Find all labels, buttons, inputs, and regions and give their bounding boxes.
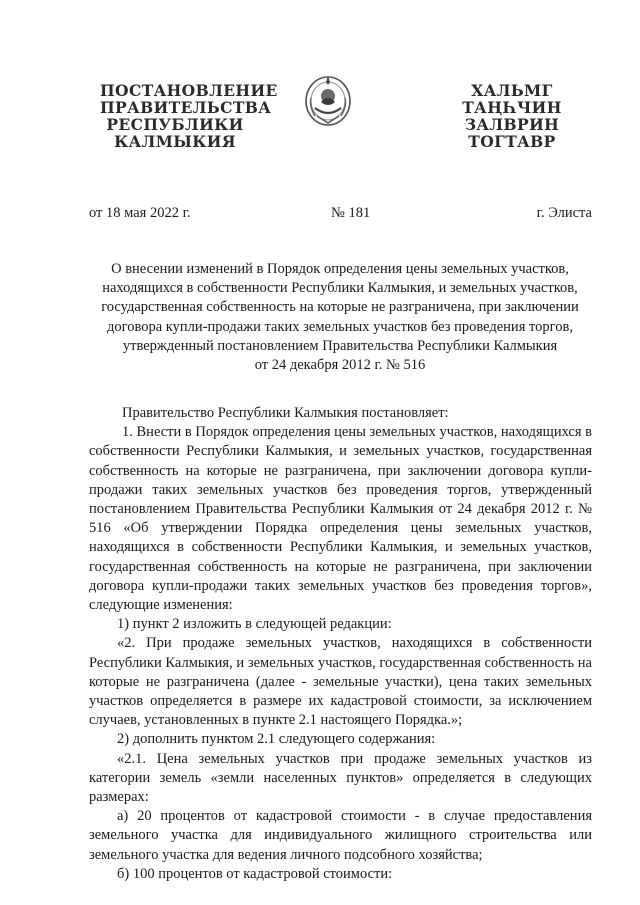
title-line-5: утвержденный постановлением Правительства Республики Калмыкия xyxy=(122,337,558,354)
header-left-line-1: ПОСТАНОВЛЕНИЕ xyxy=(100,81,278,100)
title-line-1: О внесении изменений в Порядок определения цены земельных участков, xyxy=(111,261,569,277)
title-line-3: государственная собственность на которые не разграничена, при заключении xyxy=(101,299,579,316)
header-right-line-3: ЗАЛВРИН xyxy=(464,115,560,134)
document-date: от 18 мая 2022 г. xyxy=(89,205,191,221)
title-line-2: находящихся в собственности Республики Калмыкия, и земельных участков, xyxy=(102,280,578,297)
header-left-line-3: РЕСПУБЛИКИ xyxy=(106,115,244,134)
title-line-6: от 24 декабря 2012 г. № 516 xyxy=(254,357,426,374)
header-left-line-2: ПРАВИТЕЛЬСТВА xyxy=(100,98,272,117)
paragraph-item-1: 1. Внести в Порядок определения цены земельных участков, находящихся в собственности Республики Калмыкия, и земельных участков, государственная собственность на которые не разграничена, при заключении договора купли-продажи таких земельных участков без проведения торгов, утвержденный постановлением Правительства Республики Калмыкия от 24 декабря 2012 г. № 516 «Об утверждении Порядка определения цены земельных участков, находящихся в собственности Республики Калмыкия, и земельных участков, государственная собственность на которые не разграничена, при заключении договора купли-продажи таких земельных участков без проведения торгов», следующие изменения: xyxy=(89,424,592,614)
document-city: г. Элиста xyxy=(536,205,592,221)
header-left-line-4: КАЛМЫКИЯ xyxy=(114,132,236,151)
header-right-line-1: ХАЛЬМГ xyxy=(471,81,553,100)
title-line-4: договора купли-продажи таких земельных участков без проведения торгов, xyxy=(107,318,573,335)
header-right-line-4: ТОГТАВР xyxy=(468,132,556,151)
paragraph-resolution: Правительство Республики Калмыкия постановляет: xyxy=(122,405,449,421)
coat-of-arms-emblem-icon xyxy=(303,72,353,128)
paragraph-subitem-1: 1) пункт 2 изложить в следующей редакции: xyxy=(117,616,392,633)
header-left-title xyxy=(100,81,278,151)
paragraph-quote-2: «2. При продаже земельных участков, находящихся в собственности Республики Калмыкия, и земельных участков, государственная собственность на которые не разграничена (далее - земельные участки), цена таких земельных участков определяется в размере их кадастровой стоимости, за исключением случаев, установленных в пункте 2.1 настоящего Порядка.»; xyxy=(89,635,592,729)
paragraph-subitem-2: 2) дополнить пунктом 2.1 следующего содержания: xyxy=(117,731,436,748)
document-body xyxy=(89,404,592,884)
header-right-title xyxy=(462,82,562,150)
document-title xyxy=(85,260,595,375)
paragraph-item-a: а) 20 процентов от кадастровой стоимости - в случае предоставления земельного участка для индивидуального жилищного строительства или земельного участка для ведения личного подсобного хозяйства; xyxy=(89,808,592,863)
dateline xyxy=(89,205,592,225)
document-number: № 181 xyxy=(331,205,371,221)
paragraph-quote-2-1: «2.1. Цена земельных участков при продаже земельных участков из категории земель «земли населенных пунктов» определяется в следующих размерах: xyxy=(89,750,592,806)
header-right-line-2: ТАҢҺЧИН xyxy=(462,98,562,117)
paragraph-item-b: б) 100 процентов от кадастровой стоимости: xyxy=(117,865,393,882)
